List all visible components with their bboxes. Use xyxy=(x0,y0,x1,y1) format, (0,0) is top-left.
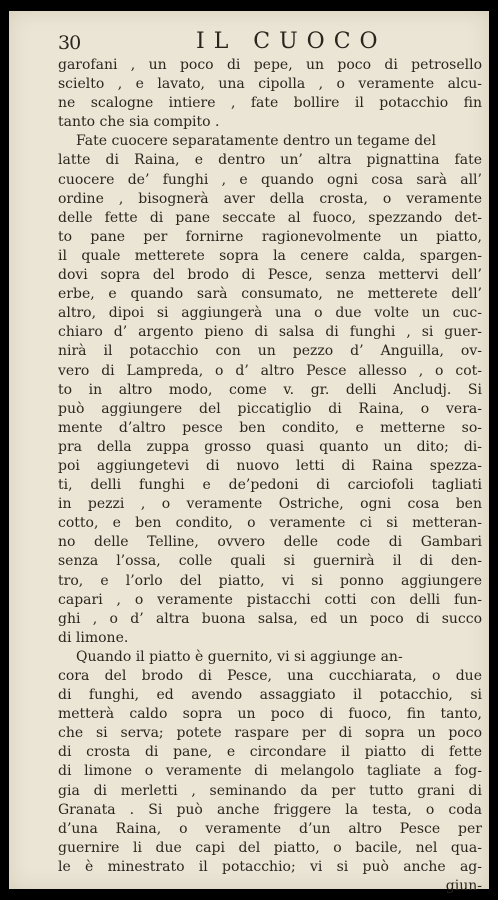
text-line: ordine , bisognerà aver della crosta, o veramente xyxy=(58,190,482,207)
text-line: di funghi, ed avendo assaggiato il potacchio, si xyxy=(58,687,482,704)
body-text xyxy=(58,56,482,896)
catchword: giun- xyxy=(445,878,482,895)
page-header xyxy=(58,27,478,59)
text-line: chiaro d’ argento pieno di salsa di funghi , si guer- xyxy=(58,324,482,341)
text-line: ne scalogne intiere , fate bollire il potacchio fin xyxy=(58,95,482,112)
text-line: pra della zuppa grosso quasi quanto un dito; di- xyxy=(58,438,482,455)
text-line: to in altro modo, come v. gr. delli Ancludj. Si xyxy=(58,381,482,398)
text-line: latte di Raina, e dentro un’ altra pignattina fate xyxy=(58,152,482,169)
text-line: ti, delli funghi e de’pedoni di carciofoli tagliati xyxy=(58,477,482,494)
text-line: metterà caldo sopra un poco di fuoco, fin tanto, xyxy=(58,706,482,723)
text-line: delle fette di pane seccate al fuoco, spezzando det- xyxy=(58,209,482,226)
text-line: di limone. xyxy=(58,629,129,646)
text-line: ghi , o d’ altra buona salsa, ed un poco di succo xyxy=(58,610,482,627)
text-line: Granata . Si può anche friggere la testa, o coda xyxy=(58,801,482,818)
text-line: di limone o veramente di melangolo tagliate a fog- xyxy=(58,763,482,780)
text-line: capari , o veramente pistacchi cotti con delli fun- xyxy=(58,591,482,608)
text-line: il quale metterete sopra la cenere calda, spargen- xyxy=(58,247,482,264)
text-line: d’una Raina, o veramente d’un altro Pesce per xyxy=(58,820,482,837)
text-line: Fate cuocere separatamente dentro un tegame del xyxy=(76,133,436,150)
text-line: può aggiungere del piccatiglio di Raina, o vera- xyxy=(58,400,482,417)
text-line: le è minestrato il potacchio; vi si può anche ag- xyxy=(58,858,482,875)
book-page xyxy=(9,11,489,895)
text-line: mente d’altro pesce ben condito, e metterne so- xyxy=(58,419,482,436)
text-line: dovi sopra del brodo di Pesce, senza mettervi dell’ xyxy=(58,267,482,284)
text-line: in pezzi , o veramente Ostriche, ogni cosa ben xyxy=(58,496,482,513)
text-line: cotto, e ben condito, o veramente ci si metteran- xyxy=(58,515,482,532)
text-line: cuocere de’ funghi , e quando ogni cosa sarà all’ xyxy=(58,171,482,188)
text-line: nirà il potacchio con un pezzo d’ Anguilla, ov- xyxy=(58,343,482,360)
text-line: erbe, e quando sarà consumato, ne metterete dell’ xyxy=(58,286,482,303)
text-line: di crosta di pane, e circondare il piatto di fette xyxy=(58,744,482,761)
text-line: cora del brodo di Pesce, una cucchiarata, o due xyxy=(58,668,482,684)
text-line: garofani , un poco di pepe, un poco di petrosello xyxy=(58,57,482,73)
text-line: senza l’ossa, colle quali si guernirà il di den- xyxy=(58,553,482,570)
text-line: guernire li due capi del piatto, o bacile, nel qua- xyxy=(58,839,482,856)
text-line: Quando il piatto è guernito, vi si aggiunge an- xyxy=(76,648,403,665)
text-line: vero di Lampreda, o d’ altro Pesce allesso , o cot- xyxy=(58,362,482,379)
text-line: tro, e l’orlo del piatto, vi si ponno aggiungere xyxy=(58,572,482,589)
text-line: scielto , e lavato, una cipolla , o veramente alcu- xyxy=(58,76,482,93)
text-line: che si serva; potete raspare per di sopra un poco xyxy=(58,725,482,742)
page-number: 30 xyxy=(58,32,81,54)
text-line: tanto che sia compito . xyxy=(58,114,220,131)
text-line: gia di merletti , seminando da per tutto grani di xyxy=(58,782,482,799)
text-line: altro, dipoi si aggiungerà una o due volte un cuc- xyxy=(58,305,482,322)
text-line: no delle Telline, ovvero delle code di Gambari xyxy=(58,534,482,551)
text-line: to pane per fornirne ragionevolmente un piatto, xyxy=(58,228,482,245)
text-line: poi aggiungetevi di nuovo letti di Raina spezza- xyxy=(58,457,482,474)
running-title: IL CUOCO xyxy=(196,29,387,54)
